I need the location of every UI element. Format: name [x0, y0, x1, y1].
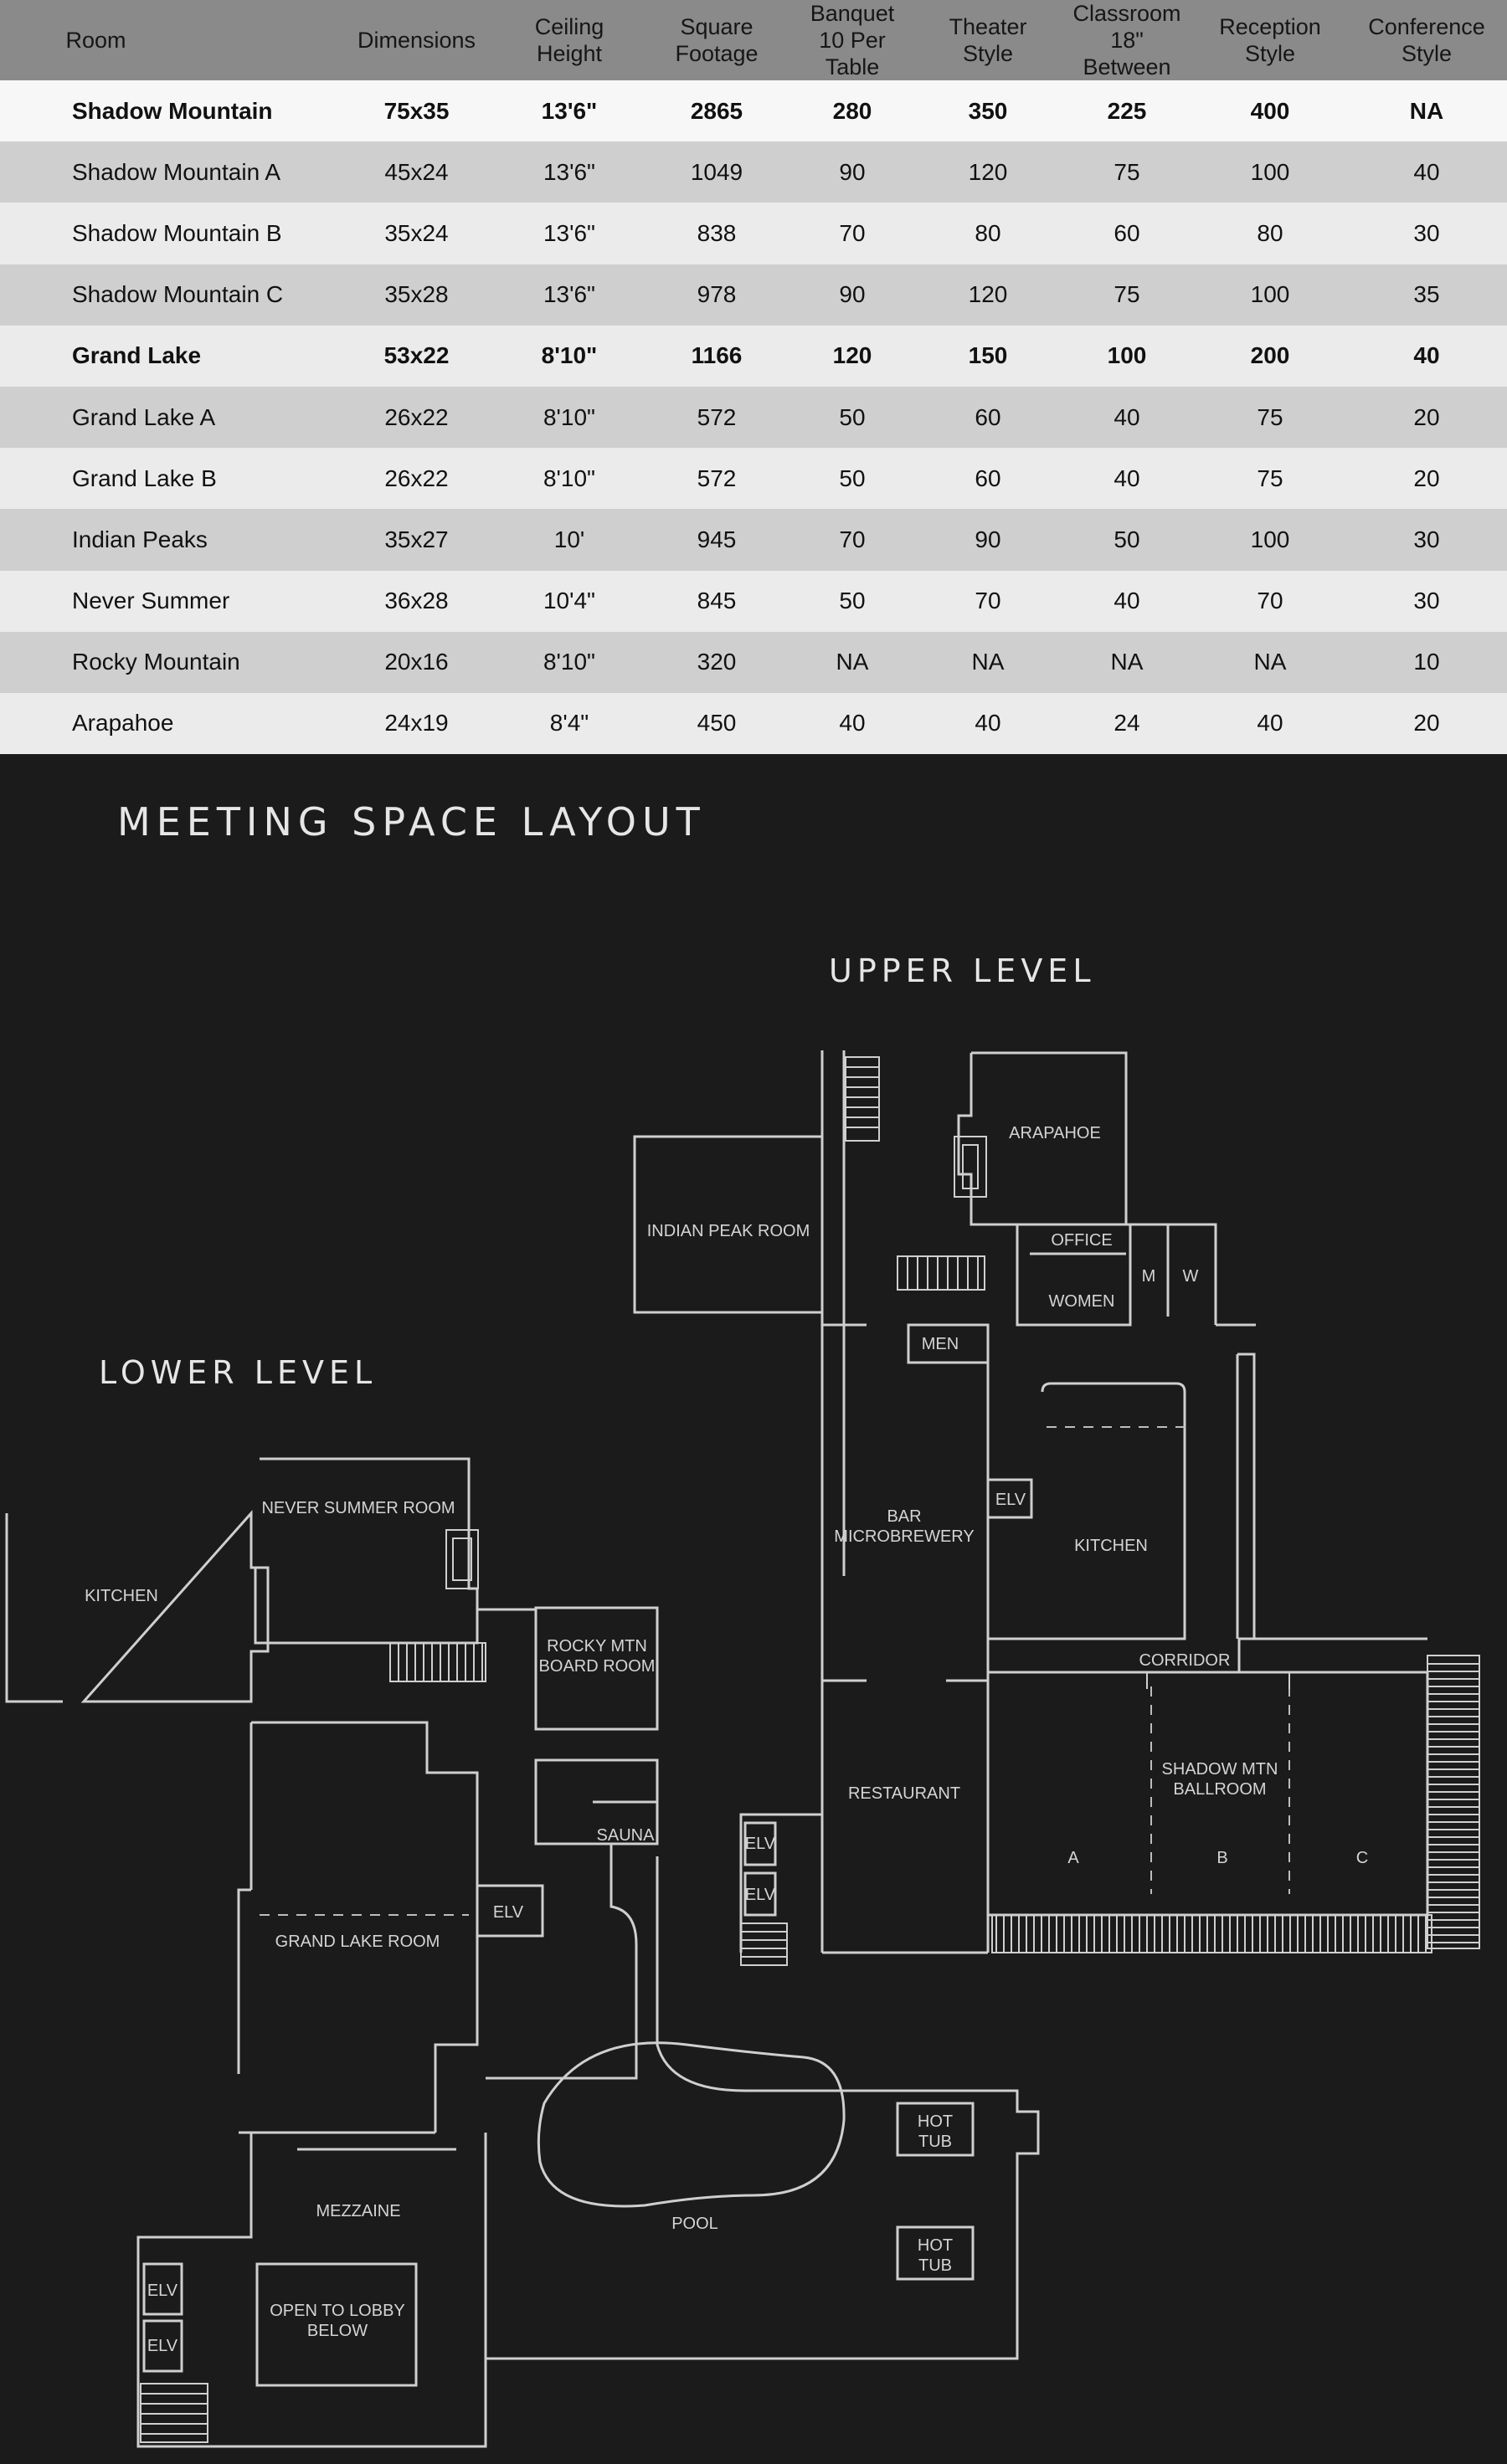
- table-cell: 75: [1257, 403, 1283, 430]
- table-cell: 10'4": [543, 588, 595, 614]
- label-never-summer-room: NEVER SUMMER ROOM: [261, 1499, 455, 1517]
- table-cell: 60: [975, 465, 1001, 491]
- column-header: Room: [65, 28, 126, 53]
- table-cell: 90: [839, 158, 866, 185]
- table-cell: 320: [697, 649, 737, 675]
- label-section-a: A: [1067, 1849, 1079, 1867]
- label-mezzanine: MEZZAINE: [316, 2202, 401, 2220]
- table-cell: 100: [1250, 158, 1290, 185]
- table-row: [0, 264, 1507, 326]
- table-cell: 280: [832, 97, 872, 124]
- label-elv-upper-1: ELV: [744, 1835, 776, 1853]
- table-cell: 75x35: [383, 97, 450, 124]
- table-cell: 80: [1257, 219, 1283, 246]
- table-cell: 80: [975, 219, 1001, 246]
- table-cell: 40: [1114, 465, 1140, 491]
- table-cell: 2865: [690, 97, 743, 124]
- table-cell: 100: [1250, 281, 1290, 308]
- column-header: Dimensions: [357, 28, 476, 53]
- table-cell: 50: [839, 465, 866, 491]
- table-cell: 35x27: [384, 526, 449, 552]
- upper-level-plan: [635, 1050, 1479, 1965]
- column-header: Conference Style: [1368, 14, 1485, 66]
- table-cell: 36x28: [384, 588, 449, 614]
- table-cell: 40: [975, 710, 1001, 737]
- table-row: [0, 509, 1507, 570]
- table-cell: NA: [1110, 649, 1144, 675]
- table-cell: 20: [1413, 465, 1440, 491]
- label-office: OFFICE: [1051, 1231, 1113, 1250]
- table-cell: 45x24: [384, 158, 449, 185]
- label-hot-tub-2-line1: HOT: [917, 2236, 954, 2255]
- table-cell: 8'10": [543, 403, 595, 430]
- label-hot-tub-1-line1: HOT: [917, 2112, 954, 2131]
- table-cell: 10': [553, 526, 585, 552]
- table-cell: 26x22: [384, 403, 449, 430]
- table-cell: 20x16: [384, 649, 449, 675]
- table-cell: 225: [1107, 97, 1147, 124]
- room-name-cell: Shadow Mountain: [72, 97, 273, 124]
- table-cell: 945: [697, 526, 737, 552]
- label-indian-peak-room: INDIAN PEAK ROOM: [646, 1222, 810, 1240]
- room-name-cell: Grand Lake A: [72, 403, 216, 430]
- label-men: MEN: [921, 1335, 959, 1353]
- column-header: Ceiling Height: [534, 14, 604, 66]
- table-cell: 60: [975, 403, 1001, 430]
- label-section-b: B: [1216, 1849, 1228, 1867]
- table-cell: 13'6": [543, 281, 595, 308]
- table-cell: 350: [968, 97, 1008, 124]
- label-elv-upper: ELV: [995, 1491, 1026, 1509]
- label-women: WOMEN: [1048, 1292, 1115, 1311]
- table-cell: 40: [1114, 588, 1140, 614]
- table-cell: 572: [697, 403, 737, 430]
- room-name-cell: Grand Lake: [72, 342, 202, 369]
- label-elv-lower-1: ELV: [147, 2282, 178, 2300]
- table-cell: 150: [968, 342, 1008, 369]
- table-cell: 100: [1107, 342, 1147, 369]
- label-pool: POOL: [671, 2215, 718, 2233]
- table-cell: 13'6": [541, 97, 598, 124]
- table-cell: 30: [1413, 526, 1440, 552]
- table-row: [0, 141, 1507, 203]
- table-cell: NA: [1409, 97, 1444, 124]
- table-cell: 50: [1114, 526, 1140, 552]
- table-cell: 70: [839, 219, 866, 246]
- table-row: [0, 80, 1507, 141]
- table-cell: 13'6": [543, 158, 595, 185]
- room-name-cell: Shadow Mountain A: [72, 158, 281, 185]
- column-header: Reception Style: [1219, 14, 1321, 66]
- table-cell: 40: [1413, 342, 1440, 369]
- table-cell: 40: [839, 710, 866, 737]
- label-restaurant: RESTAURANT: [847, 1784, 961, 1803]
- room-name-cell: Rocky Mountain: [72, 649, 240, 675]
- table-cell: 24: [1114, 710, 1140, 737]
- table-row: [0, 326, 1507, 387]
- table-cell: NA: [971, 649, 1005, 675]
- room-name-cell: Grand Lake B: [72, 465, 217, 491]
- table-cell: 200: [1250, 342, 1290, 369]
- layout-title: MEETING SPACE LAYOUT: [117, 799, 706, 844]
- capacity-table: [0, 0, 1507, 754]
- table-cell: 845: [697, 588, 737, 614]
- label-sauna: SAUNA: [596, 1826, 655, 1845]
- table-cell: 50: [839, 588, 866, 614]
- table-cell: 978: [697, 281, 737, 308]
- label-ballroom: BALLROOM: [1173, 1780, 1267, 1799]
- room-labels: [85, 1124, 1368, 2355]
- table-cell: 40: [1257, 710, 1283, 737]
- table-cell: 120: [968, 281, 1008, 308]
- room-name-cell: Shadow Mountain C: [72, 281, 284, 308]
- table-cell: 100: [1250, 526, 1290, 552]
- label-section-c: C: [1355, 1849, 1369, 1867]
- table-cell: 120: [968, 158, 1008, 185]
- table-cell: 35x28: [384, 281, 449, 308]
- table-cell: 35x24: [384, 219, 449, 246]
- label-grand-lake-room: GRAND LAKE ROOM: [275, 1933, 440, 1951]
- label-elv-lower-2: ELV: [147, 2337, 178, 2355]
- table-cell: 450: [697, 710, 737, 737]
- room-name-cell: Never Summer: [72, 588, 230, 614]
- label-elv-lower: ELV: [492, 1903, 524, 1922]
- label-board-room: BOARD ROOM: [538, 1657, 656, 1676]
- table-cell: NA: [1253, 649, 1287, 675]
- table-cell: 75: [1114, 158, 1140, 185]
- label-m: M: [1141, 1267, 1156, 1286]
- label-open-to-lobby: OPEN TO LOBBY: [270, 2302, 405, 2320]
- table-cell: 572: [697, 465, 737, 491]
- table-cell: 8'10": [543, 465, 595, 491]
- label-below: BELOW: [306, 2322, 368, 2340]
- label-microbrewery: MICROBREWERY: [834, 1527, 975, 1546]
- table-cell: 8'4": [549, 710, 589, 737]
- table-cell: 8'10": [543, 649, 595, 675]
- label-bar: BAR: [887, 1507, 922, 1526]
- floor-plan: [0, 739, 1507, 2464]
- table-cell: 70: [839, 526, 866, 552]
- table-cell: 1049: [690, 158, 743, 185]
- table-cell: 70: [975, 588, 1001, 614]
- table-cell: 20: [1413, 403, 1440, 430]
- table-cell: 70: [1257, 588, 1283, 614]
- table-row: [0, 203, 1507, 264]
- table-cell: 120: [832, 342, 872, 369]
- table-cell: 40: [1413, 158, 1440, 185]
- label-kitchen-upper: KITCHEN: [1074, 1537, 1148, 1555]
- column-header: Banquet 10 Per Table: [810, 1, 895, 80]
- table-body: [0, 80, 1507, 754]
- column-header: Theater Style: [949, 14, 1027, 66]
- label-hot-tub-1-line2: TUB: [918, 2133, 952, 2151]
- table-cell: 26x22: [384, 465, 449, 491]
- table-cell: 50: [839, 403, 866, 430]
- table-cell: 40: [1114, 403, 1140, 430]
- table-row: [0, 632, 1507, 693]
- lower-level-heading: LOWER LEVEL: [99, 1354, 378, 1391]
- table-row: [0, 448, 1507, 509]
- column-header: Classroom 18" Between: [1072, 1, 1181, 80]
- table-cell: 90: [839, 281, 866, 308]
- column-header: Square Footage: [675, 14, 759, 66]
- table-cell: 60: [1114, 219, 1140, 246]
- room-name-cell: Arapahoe: [72, 710, 174, 737]
- label-arapahoe: ARAPAHOE: [1009, 1124, 1101, 1142]
- table-cell: 75: [1257, 465, 1283, 491]
- header-row: [0, 0, 1507, 80]
- table-cell: 75: [1114, 281, 1140, 308]
- label-rocky-mtn: ROCKY MTN: [547, 1637, 647, 1656]
- upper-level-heading: UPPER LEVEL: [829, 952, 1096, 989]
- table-row: [0, 387, 1507, 448]
- table-row: [0, 571, 1507, 632]
- table-cell: 400: [1250, 97, 1290, 124]
- table-cell: 35: [1413, 281, 1440, 308]
- label-elv-upper-2: ELV: [744, 1886, 776, 1904]
- room-name-cell: Indian Peaks: [72, 526, 208, 552]
- table-cell: 838: [697, 219, 737, 246]
- room-name-cell: Shadow Mountain B: [72, 219, 282, 246]
- table-cell: 90: [975, 526, 1001, 552]
- table-cell: 8'10": [541, 342, 598, 369]
- table-cell: NA: [836, 649, 869, 675]
- table-cell: 1166: [691, 342, 743, 369]
- label-hot-tub-2-line2: TUB: [918, 2256, 952, 2275]
- label-kitchen-lower: KITCHEN: [85, 1587, 158, 1605]
- table-header: [0, 0, 1507, 80]
- table-cell: 10: [1413, 649, 1440, 675]
- table-cell: 30: [1413, 588, 1440, 614]
- table-cell: 13'6": [543, 219, 595, 246]
- table-cell: 24x19: [384, 710, 449, 737]
- label-shadow-mtn: SHADOW MTN: [1161, 1760, 1278, 1779]
- table-cell: 53x22: [383, 342, 450, 369]
- table-cell: 20: [1413, 710, 1440, 737]
- label-corridor: CORRIDOR: [1139, 1651, 1231, 1670]
- table-cell: 30: [1413, 219, 1440, 246]
- label-w: W: [1182, 1267, 1199, 1286]
